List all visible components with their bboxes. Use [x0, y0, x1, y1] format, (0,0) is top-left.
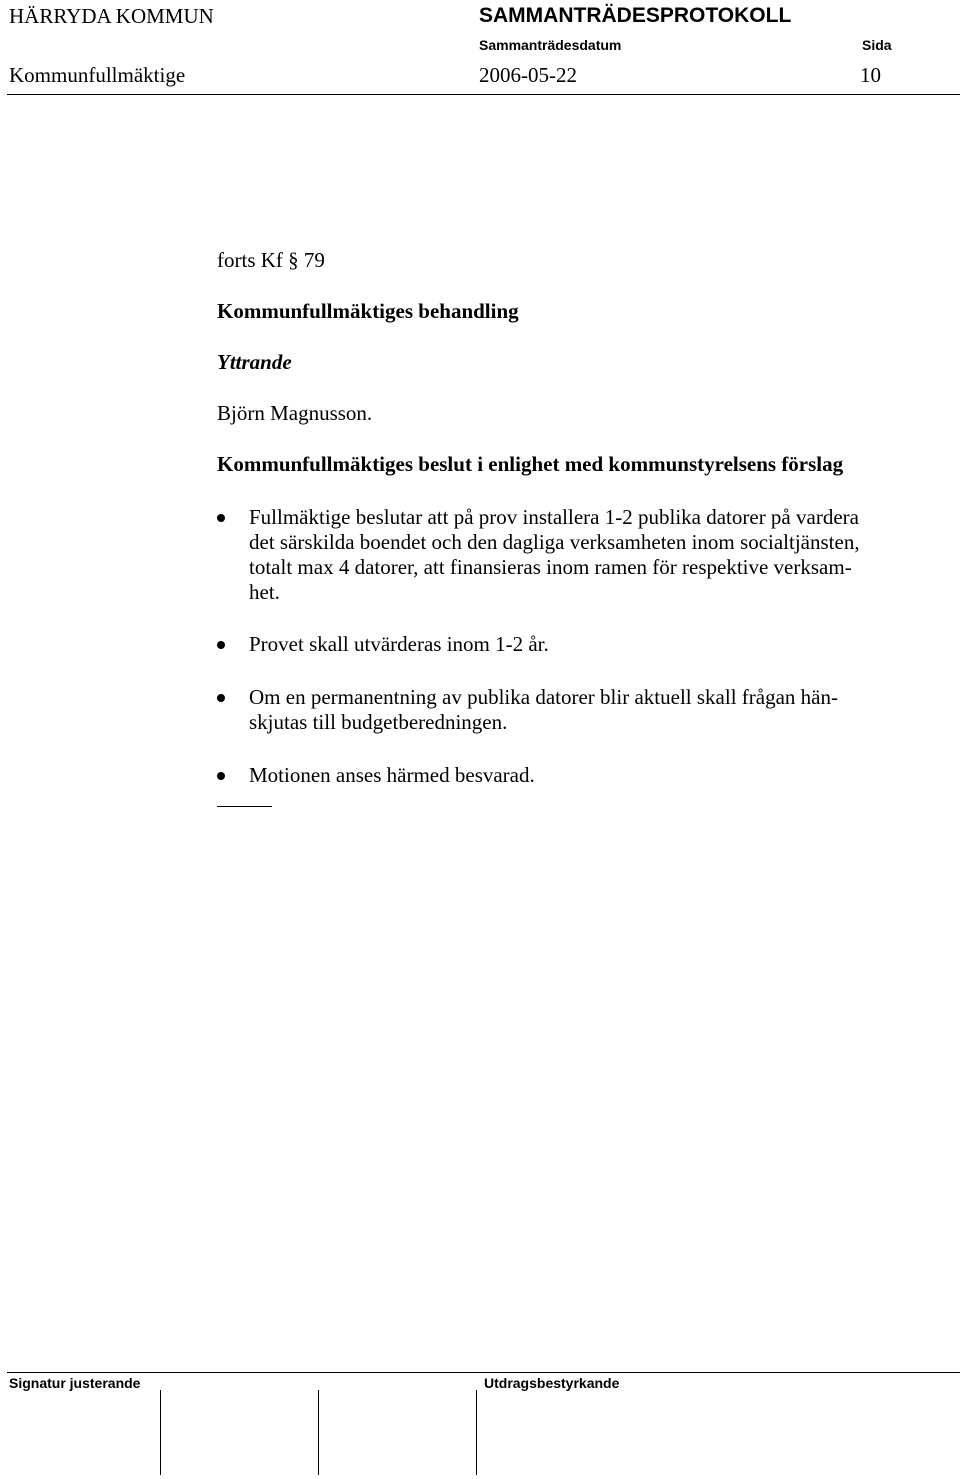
text-line: het. — [249, 580, 280, 604]
list-item-text — [249, 685, 909, 735]
page-label: Sida — [862, 37, 892, 53]
signature-box-divider — [476, 1390, 477, 1475]
text-line: totalt max 4 datorer, att finansieras inom ramen för respektive verksam- — [249, 555, 852, 579]
list-item-text — [249, 763, 909, 788]
subheading-statement: Yttrande — [217, 350, 292, 374]
continuation-note: forts Kf § 79 — [217, 248, 325, 272]
signature-box-divider — [160, 1390, 161, 1475]
text-line: Motionen anses härmed besvarad. — [249, 763, 535, 787]
document-type: SAMMANTRÄDESPROTOKOLL — [479, 4, 792, 27]
text-line: Provet skall utvärderas inom 1-2 år. — [249, 632, 549, 656]
organization-name: HÄRRYDA KOMMUN — [9, 4, 214, 28]
text-line: skjutas till budgetberedningen. — [249, 710, 508, 734]
speaker-name: Björn Magnusson. — [217, 401, 373, 425]
bullet-icon — [217, 694, 225, 702]
certification-label: Utdragsbestyrkande — [484, 1375, 620, 1391]
bullet-icon — [217, 641, 225, 649]
heading-decision: Kommunfullmäktiges beslut i enlighet med kommunstyrelsens förslag — [217, 452, 844, 476]
body-name: Kommunfullmäktige — [9, 63, 186, 87]
section-end-rule — [217, 806, 272, 807]
text-line: Om en permanentning av publika datorer blir aktuell skall frågan hän- — [249, 685, 838, 709]
meeting-date-label: Sammanträdesdatum — [479, 37, 622, 53]
header-divider — [7, 94, 960, 95]
footer-divider — [7, 1372, 960, 1373]
page-number: 10 — [860, 63, 881, 87]
bullet-icon — [217, 514, 225, 522]
meeting-date: 2006-05-22 — [479, 63, 577, 87]
text-line: Fullmäktige beslutar att på prov installera 1-2 publika datorer på vardera — [249, 505, 859, 529]
text-line: det särskilda boendet och den dagliga verksamheten inom socialtjänsten, — [249, 530, 860, 554]
list-item-text — [249, 632, 909, 657]
signature-label: Signatur justerande — [9, 1375, 141, 1391]
bullet-icon — [217, 772, 225, 780]
list-item-text — [249, 505, 909, 605]
signature-box-divider — [318, 1390, 319, 1475]
heading-treatment: Kommunfullmäktiges behandling — [217, 299, 519, 323]
